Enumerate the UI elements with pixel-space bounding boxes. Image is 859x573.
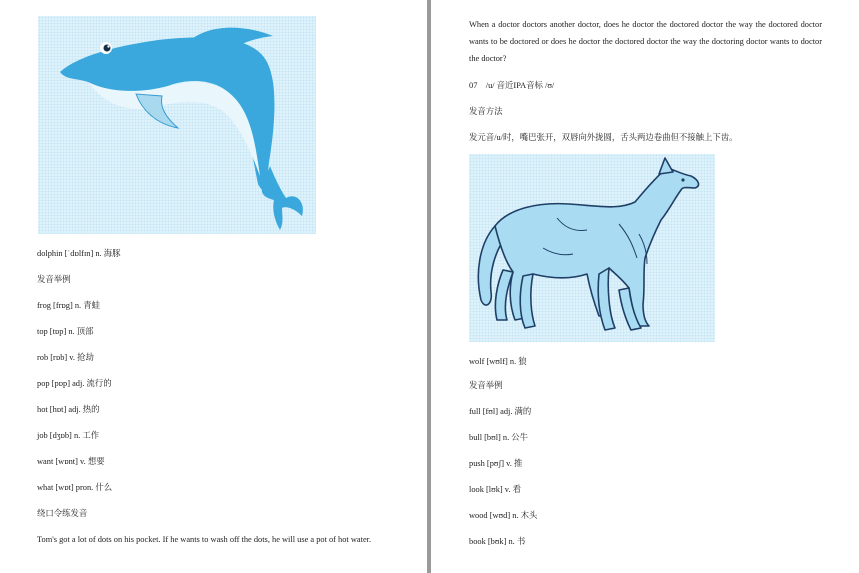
vocab-bull: bull [bʊl] n. 公牛 xyxy=(469,433,529,442)
vocab-frog: frog [frɒg] n. 青蛙 xyxy=(37,301,100,310)
section-heading-method: 发音方法 xyxy=(469,107,503,116)
vocab-top: top [tɒp] n. 顶部 xyxy=(37,327,94,336)
vocab-job: job [dʒɒb] n. 工作 xyxy=(37,431,100,440)
vocab-want: want [wɒnt] v. 想要 xyxy=(37,457,105,466)
section-heading-07: 07 /u/ 音近IPA音标 /ʊ/ xyxy=(469,81,555,90)
tongue-twister-text: Tom's got a lot of dots on his pocket. If he wants to wash off the dots, he will use a pot of hot water. xyxy=(37,535,372,544)
dolphin-image xyxy=(38,16,316,234)
section-heading-tongue-twister: 绕口令练发音 xyxy=(37,509,88,518)
vocab-push: push [pʊʃ] v. 推 xyxy=(469,459,523,468)
vocab-dolphin: dolphin [ˈdɒlfɪn] n. 海豚 xyxy=(37,249,121,258)
right-page xyxy=(431,0,859,573)
vocab-hot: hot [hɒt] adj. 热的 xyxy=(37,405,100,414)
vocab-look: look [lʊk] v. 看 xyxy=(469,485,521,494)
section-heading-examples-2: 发音举例 xyxy=(469,381,503,390)
vocab-book: book [bʊk] n. 书 xyxy=(469,537,526,546)
doctor-paragraph: When a doctor doctors another doctor, does he doctor the doctored doctor the way the doctored doctor wants to be doctored or does he doctor the doctored doctor the way the doctoring doctor wants to doctor the doctor? xyxy=(469,20,822,63)
vocab-full: full [fʊl] adj. 满的 xyxy=(469,407,532,416)
vocab-rob: rob [rɒb] v. 抢劫 xyxy=(37,353,94,362)
wolf-image xyxy=(469,154,715,342)
vocab-pop: pop [pɒp] adj. 流行的 xyxy=(37,379,112,388)
section-heading-examples: 发音举例 xyxy=(37,275,71,284)
left-page xyxy=(0,0,427,573)
dolphin-illustration xyxy=(38,16,316,234)
method-description: 发元音/u/时，嘴巴张开，双唇向外拢圆，舌头两边卷曲但不接触上下齿。 xyxy=(469,133,738,142)
vocab-what: what [wɒt] pron. 什么 xyxy=(37,483,113,492)
vocab-wolf: wolf [wʊlf] n. 狼 xyxy=(469,357,527,366)
vocab-wood: wood [wʊd] n. 木头 xyxy=(469,511,538,520)
wolf-illustration xyxy=(469,154,715,342)
